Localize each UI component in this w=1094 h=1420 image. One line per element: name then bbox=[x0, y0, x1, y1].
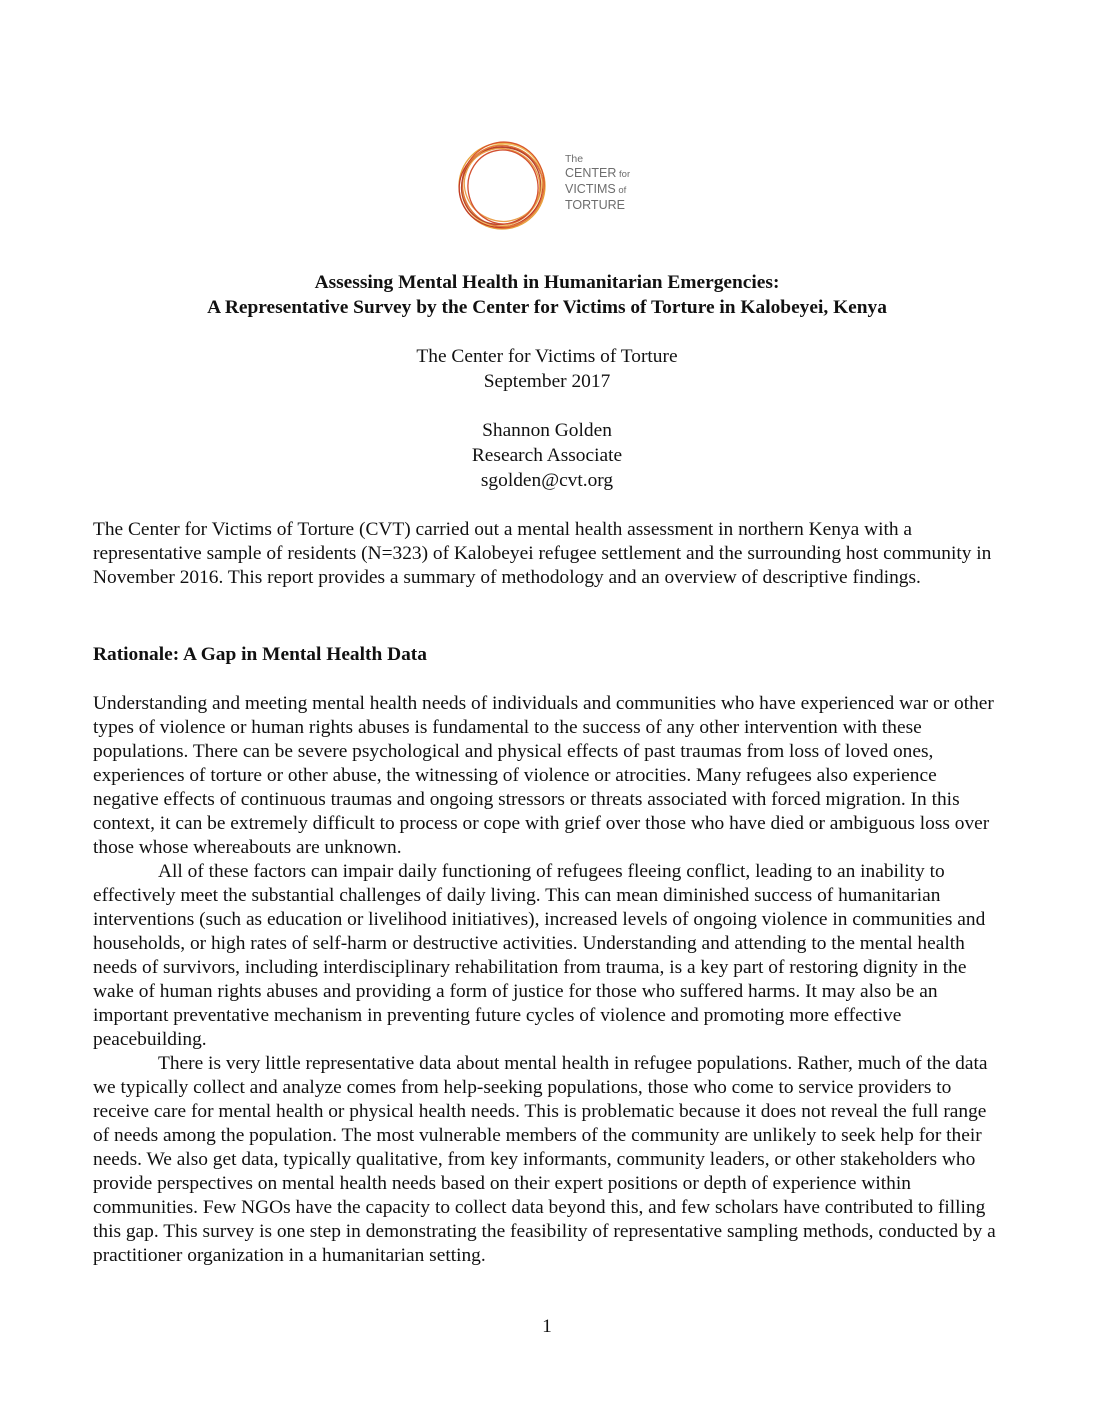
logo-wordmark bbox=[565, 152, 630, 212]
logo-line-of: of bbox=[615, 185, 627, 196]
document-title bbox=[0, 270, 1094, 320]
author-block bbox=[0, 418, 1094, 493]
publication-date: September 2017 bbox=[483, 371, 611, 392]
paragraph-3: There is very little representative data about mental health in refugee populations. Rather, much of the data we typically collect and analyze comes from help-seeking populations, those who come to service providers to receive care for mental health or physical health needs. This is problematic because it does not reveal the full range of needs among the population. The most vulnerable members of the community are unlikely to seek help for their needs. We also get data, typically qualitative, from key informants, community leaders, or other stakeholders who provide perspectives on mental health needs based on their expert positions or depth of experience within communities. Few NGOs have the capacity to collect data beyond this, and few scholars have contributed to filling this gap. This survey is one step in demonstrating the feasibility of representative sampling methods, conducted by a practitioner organization in a humanitarian setting. bbox=[93, 1053, 996, 1266]
organization-block bbox=[0, 344, 1094, 394]
logo-line-torture: TORTURE bbox=[565, 198, 625, 212]
title-line-2: A Representative Survey by the Center for Victims of Torture in Kalobeyei, Kenya bbox=[207, 297, 887, 318]
paragraph-2: All of these factors can impair daily functioning of refugees fleeing conflict, leading to an inability to effectively meet the substantial challenges of daily living. This can mean diminished success of humanitarian interventions (such as education or livelihood initiatives), increased levels of ongoing violence in communities and households, or high rates of self-harm or destructive activities. Understanding and attending to the mental health needs of survivors, including interdisciplinary rehabilitation from trauma, is a key part of restoring dignity in the wake of human rights abuses and providing a form of justice for those who suffered harms. It may also be an important preventative mechanism in preventing future cycles of violence and promoting more effective peacebuilding. bbox=[93, 861, 986, 1050]
section-body bbox=[93, 692, 1007, 1268]
cvt-logo bbox=[455, 138, 655, 238]
logo-line-victims: VICTIMS bbox=[565, 182, 616, 196]
page-number: 1 bbox=[542, 1316, 552, 1337]
author-name: Shannon Golden bbox=[482, 420, 612, 441]
author-email: sgolden@cvt.org bbox=[480, 470, 614, 491]
author-role: Research Associate bbox=[471, 445, 623, 466]
logo-line-the: The bbox=[565, 153, 584, 165]
logo-line-for: for bbox=[616, 169, 631, 180]
ring-logo-icon bbox=[455, 138, 555, 238]
paragraph-1: Understanding and meeting mental health needs of individuals and communities who have experienced war or other types of violence or human rights abuses is fundamental to the success of any other intervention with these populations. There can be severe psychological and physical effects of past traumas from loss of loved ones, experiences of torture or other abuse, the witnessing of violence or atrocities. Many refugees also experience negative effects of continuous traumas and ongoing stressors or threats associated with forced migration. In this context, it can be extremely difficult to process or cope with grief over those who have died or ambiguous loss over those whose whereabouts are unknown. bbox=[93, 693, 994, 858]
organization-name: The Center for Victims of Torture bbox=[416, 346, 678, 367]
intro-paragraph: The Center for Victims of Torture (CVT) carried out a mental health assessment in northern Kenya with a representative sample of residents (N=323) of Kalobeyei refugee settlement and the surrounding host community in November 2016. This report provides a summary of methodology and an overview of descriptive findings. bbox=[93, 519, 992, 588]
title-line-1: Assessing Mental Health in Humanitarian Emergencies: bbox=[314, 272, 780, 293]
logo-line-center: CENTER bbox=[565, 166, 617, 180]
section-heading: Rationale: A Gap in Mental Health Data bbox=[93, 644, 427, 665]
